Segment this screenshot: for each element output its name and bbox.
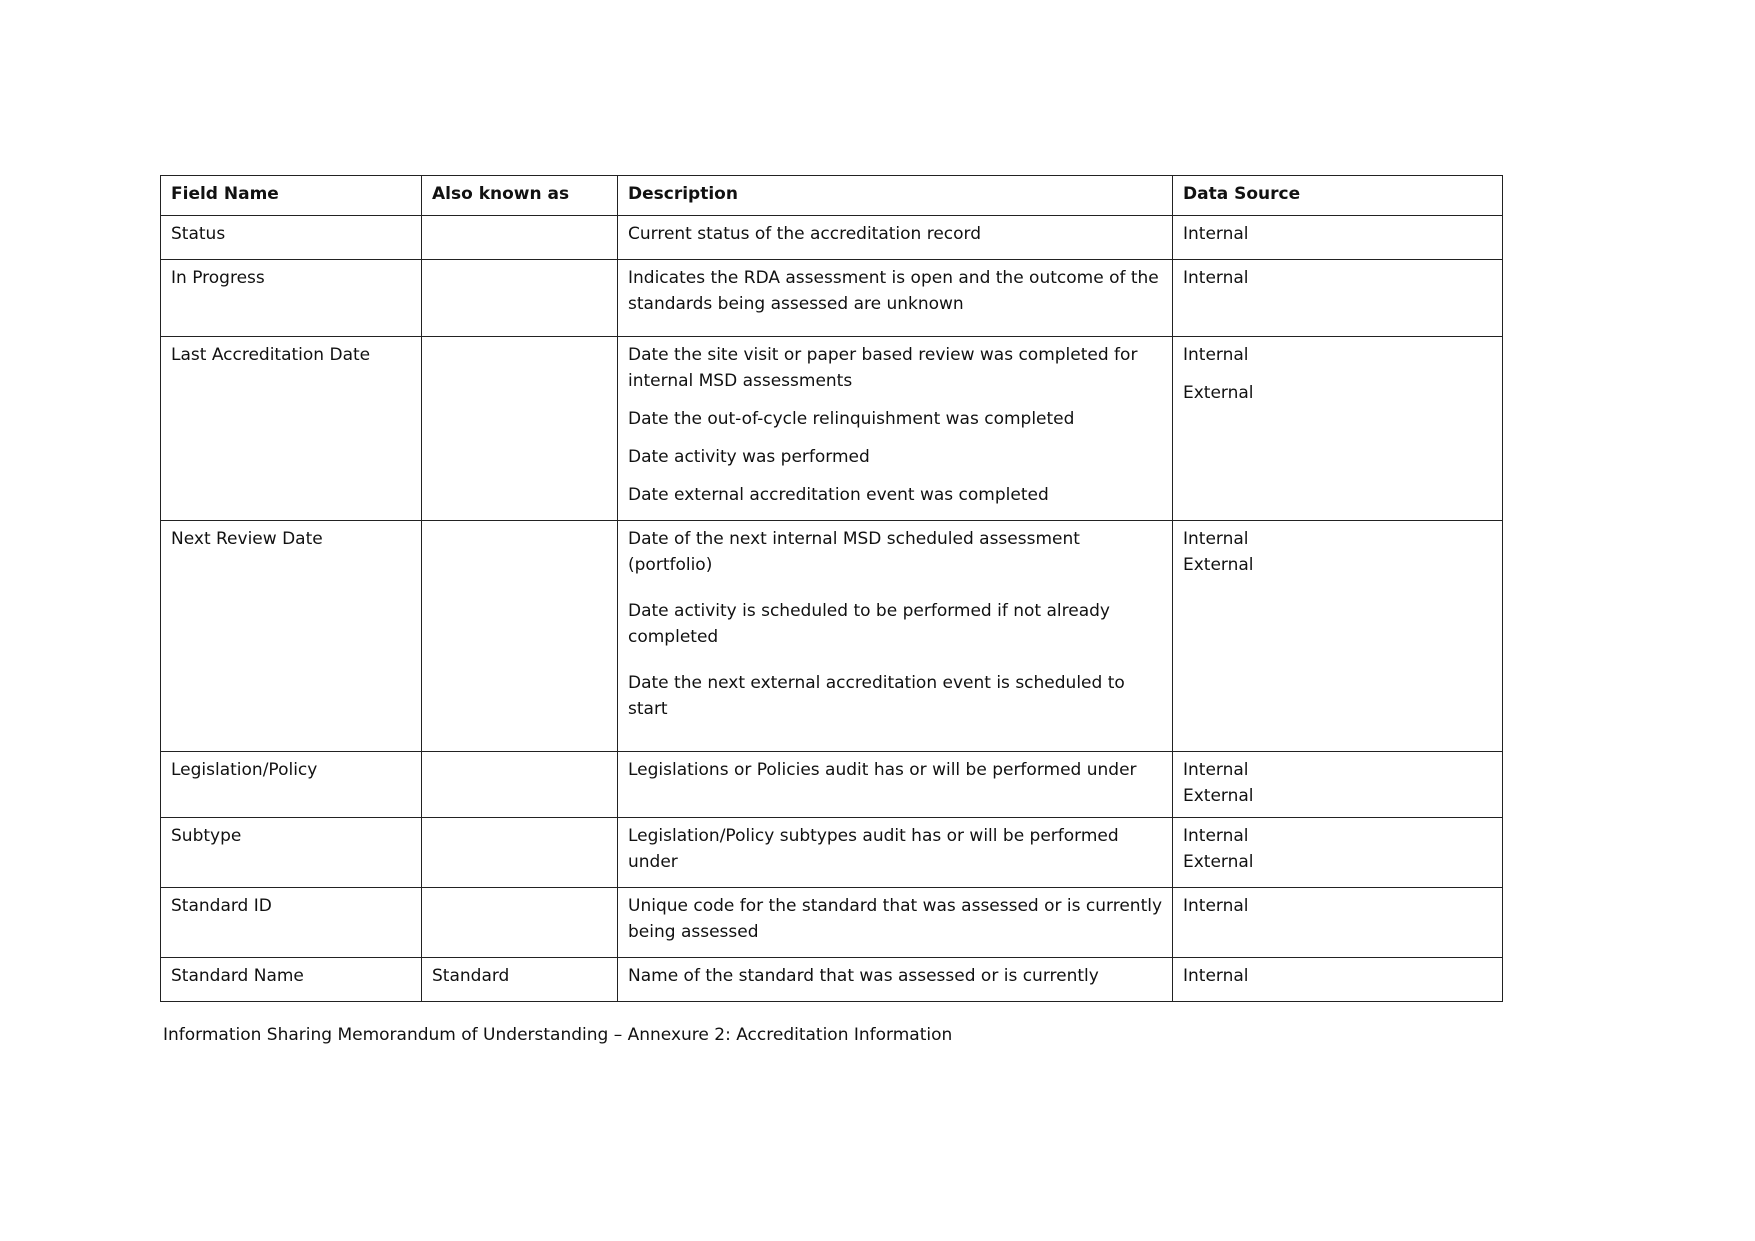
table-row (161, 818, 1503, 888)
accreditation-fields-table (160, 175, 1503, 1002)
table-row (161, 521, 1503, 752)
header-description: Description (618, 176, 1173, 216)
also-known-as-cell (422, 260, 618, 337)
data-source-cell (1173, 818, 1503, 888)
document-footer: Information Sharing Memorandum of Understanding – Annexure 2: Accreditation Information (163, 1025, 953, 1045)
description-cell (618, 337, 1173, 521)
header-data-source: Data Source (1173, 176, 1503, 216)
field-name-cell: Legislation/Policy (161, 752, 422, 818)
field-name-cell: Standard ID (161, 888, 422, 958)
data-source-value: External (1183, 383, 1254, 403)
table-row (161, 216, 1503, 260)
header-also-known-as: Also known as (422, 176, 618, 216)
also-known-as-cell (422, 888, 618, 958)
table-row (161, 752, 1503, 818)
data-source-cell (1173, 958, 1503, 1002)
table-header-row (161, 176, 1503, 216)
description-line: Date the next external accreditation event is scheduled to start (628, 673, 1125, 719)
description-line: Current status of the accreditation record (628, 224, 982, 244)
description-cell (618, 818, 1173, 888)
field-name-cell: Next Review Date (161, 521, 422, 752)
data-source-cell (1173, 260, 1503, 337)
description-line: Unique code for the standard that was assessed or is currently being assessed (628, 896, 1163, 942)
field-name-cell: Status (161, 216, 422, 260)
data-source-cell (1173, 752, 1503, 818)
description-line: Date the out-of-cycle relinquishment was completed (628, 409, 1075, 429)
data-source-cell (1173, 888, 1503, 958)
also-known-as-cell (422, 337, 618, 521)
description-cell (618, 521, 1173, 752)
data-source-value: Internal (1183, 224, 1249, 244)
data-source-cell (1173, 216, 1503, 260)
data-source-value: Internal (1183, 896, 1249, 916)
description-line: Date activity is scheduled to be performed if not already completed (628, 601, 1110, 647)
description-line: Date of the next internal MSD scheduled assessment (portfolio) (628, 529, 1080, 575)
data-source-value: Internal (1183, 966, 1249, 986)
data-source-value: Internal (1183, 760, 1249, 780)
header-field-name: Field Name (161, 176, 422, 216)
data-source-cell (1173, 337, 1503, 521)
data-source-value: External (1183, 786, 1254, 806)
description-line: Date the site visit or paper based review was completed for internal MSD assessments (628, 345, 1138, 391)
description-line: Name of the standard that was assessed or is currently (628, 966, 1099, 986)
field-name-cell: Standard Name (161, 958, 422, 1002)
table-row (161, 337, 1503, 521)
description-cell (618, 752, 1173, 818)
description-line: Legislations or Policies audit has or will be performed under (628, 760, 1137, 780)
field-name-cell: In Progress (161, 260, 422, 337)
description-cell (618, 216, 1173, 260)
description-line: Indicates the RDA assessment is open and the outcome of the standards being assessed are unknown (628, 268, 1159, 314)
table-row (161, 958, 1503, 1002)
also-known-as-cell (422, 521, 618, 752)
field-name-cell: Subtype (161, 818, 422, 888)
data-source-cell (1173, 521, 1503, 752)
also-known-as-cell (422, 818, 618, 888)
also-known-as-cell (422, 216, 618, 260)
data-source-value: Internal (1183, 529, 1249, 549)
data-source-value: Internal (1183, 826, 1249, 846)
data-source-value: External (1183, 555, 1254, 575)
table-row (161, 888, 1503, 958)
data-source-value: External (1183, 852, 1254, 872)
data-source-value: Internal (1183, 345, 1249, 365)
field-name-cell: Last Accreditation Date (161, 337, 422, 521)
description-line: Date activity was performed (628, 447, 870, 467)
data-source-value: Internal (1183, 268, 1249, 288)
description-cell (618, 888, 1173, 958)
description-line: Legislation/Policy subtypes audit has or will be performed under (628, 826, 1119, 872)
also-known-as-cell (422, 752, 618, 818)
description-line: Date external accreditation event was completed (628, 485, 1049, 505)
description-cell (618, 958, 1173, 1002)
description-cell (618, 260, 1173, 337)
also-known-as-cell: Standard (422, 958, 618, 1002)
table-row (161, 260, 1503, 337)
